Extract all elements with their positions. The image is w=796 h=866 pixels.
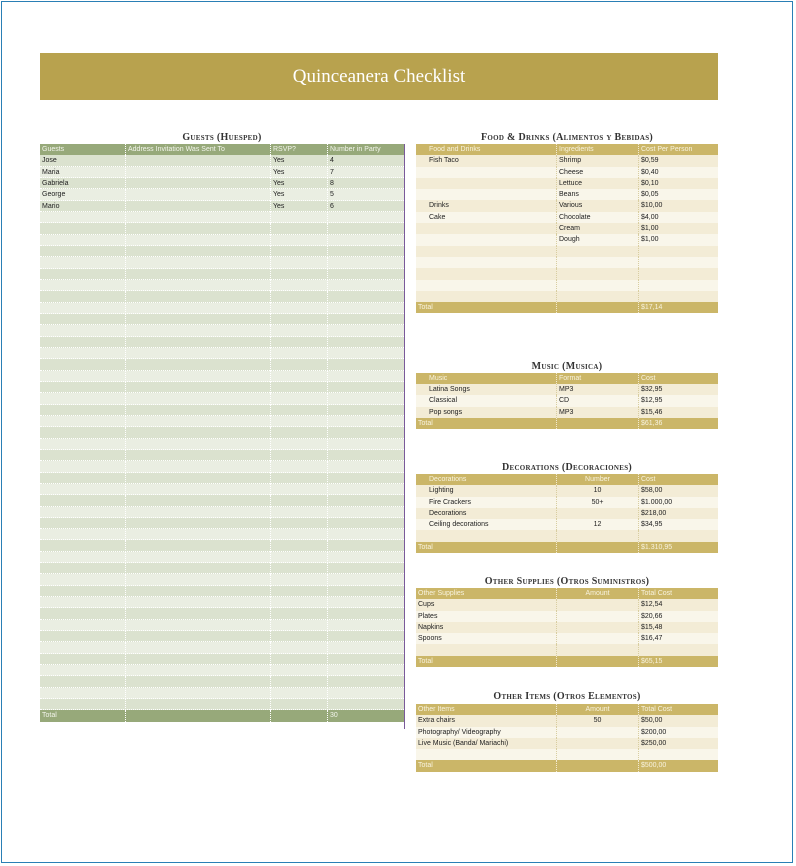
guests-cell: 5 — [327, 189, 404, 200]
guests-table-row — [40, 529, 404, 540]
other_items-column-header: Amount — [556, 704, 638, 715]
guests-table-row — [40, 246, 404, 257]
supplies-table-row — [416, 611, 718, 622]
food-table-row — [416, 223, 718, 234]
food-cell: Shrimp — [556, 155, 638, 166]
food-cell: $0,10 — [638, 178, 718, 189]
food-column-header: Ingredients — [556, 144, 638, 155]
guests-table-row — [40, 540, 404, 551]
guests-column-header: Guests — [42, 146, 65, 153]
music-table — [416, 373, 718, 429]
other_items-cell — [556, 727, 638, 738]
food-cell — [416, 257, 556, 268]
music-cell: $12,95 — [638, 395, 718, 406]
guests-cell: 7 — [327, 167, 404, 178]
food-table-row — [416, 291, 718, 302]
decorations-cell: 50+ — [556, 497, 638, 508]
food-cell — [556, 291, 638, 302]
guests-total-row — [40, 710, 404, 721]
guests-header-row — [40, 144, 404, 155]
supplies-table-row — [416, 622, 718, 633]
decorations-column-header: Decorations — [429, 476, 467, 483]
supplies-cell: Cups — [418, 601, 435, 609]
guests-table-row — [40, 507, 404, 518]
other_items-cell — [638, 749, 718, 760]
supplies-cell — [556, 633, 638, 644]
decorations-total-cell — [556, 542, 638, 553]
food-cell — [416, 178, 556, 189]
food-cell — [416, 280, 556, 291]
food-total-row — [416, 302, 718, 313]
food-cell — [416, 234, 556, 245]
guests-table-row — [40, 303, 404, 314]
guests-table-row — [40, 235, 404, 246]
other_items-cell: $200,00 — [638, 727, 718, 738]
food-cell — [556, 268, 638, 279]
decorations-table-row — [416, 508, 718, 519]
food-table-row — [416, 212, 718, 223]
decorations-cell: 10 — [556, 485, 638, 496]
supplies-total-label: Total — [418, 657, 433, 665]
food-cell — [416, 167, 556, 178]
guests-table-row — [40, 608, 404, 619]
decorations-section-title: Decorations (Decoraciones) — [501, 462, 633, 473]
music-table-row — [416, 395, 718, 406]
guests-table-row — [40, 167, 404, 178]
guests-table-row — [40, 461, 404, 472]
guests-cell: Yes — [270, 167, 327, 178]
guests-cell: Yes — [270, 201, 327, 212]
page-title: Quinceanera Checklist — [292, 65, 466, 87]
guests-cell: Maria — [42, 168, 60, 176]
other_items-table-row — [416, 715, 718, 726]
guests-table-row — [40, 291, 404, 302]
food-table-row — [416, 167, 718, 178]
other_items-cell: $250,00 — [638, 738, 718, 749]
supplies-cell: Plates — [418, 612, 438, 620]
guests-table-row — [40, 620, 404, 631]
food-cell: $0,40 — [638, 167, 718, 178]
guests-table-row — [40, 642, 404, 653]
guests-table-row — [40, 280, 404, 291]
guests-section-title: Guests (Huesped) — [182, 132, 262, 143]
guests-table-row — [40, 405, 404, 416]
food-total-cell — [556, 302, 638, 313]
guests-table-row — [40, 348, 404, 359]
food-cell: $1,00 — [638, 234, 718, 245]
food-cell: $0,05 — [638, 189, 718, 200]
other_items-cell: Extra chairs — [418, 717, 455, 725]
guests-table-row — [40, 484, 404, 495]
food-cell — [556, 246, 638, 257]
other_items-cell: Live Music (Banda/ Mariachi) — [418, 739, 509, 747]
supplies-cell — [556, 599, 638, 610]
supplies-cell: $15,48 — [638, 622, 718, 633]
supplies-column-header: Amount — [556, 588, 638, 599]
guests-table-row — [40, 269, 404, 280]
guests-table-row — [40, 314, 404, 325]
decorations-table-row — [416, 497, 718, 508]
decorations-table-row — [416, 530, 718, 541]
music-total-row — [416, 418, 718, 429]
supplies-total-cell — [556, 656, 638, 667]
supplies-column-header: Total Cost — [638, 588, 718, 599]
food-cell: $10,00 — [638, 200, 718, 211]
food-cell: Chocolate — [556, 212, 638, 223]
decorations-column-header: Number — [556, 474, 638, 485]
food-table-row — [416, 268, 718, 279]
other_items-cell — [556, 749, 638, 760]
food-cell: Dough — [556, 234, 638, 245]
decorations-cell: Lighting — [429, 487, 454, 495]
other_items-cell — [416, 749, 556, 760]
food-cell: Lettuce — [556, 178, 638, 189]
supplies-header-row — [416, 588, 718, 599]
supplies-cell — [416, 644, 556, 655]
food-table-row — [416, 178, 718, 189]
decorations-total-row — [416, 542, 718, 553]
music-table-row — [416, 407, 718, 418]
music-column-header: Cost — [638, 373, 718, 384]
guests-total-cell — [270, 710, 327, 721]
guests-table-row — [40, 371, 404, 382]
guests-table-row — [40, 178, 404, 189]
other_items-total-row — [416, 760, 718, 771]
music-column-header: Music — [429, 375, 448, 382]
other_items-total-label: Total — [418, 762, 433, 770]
supplies-table-row — [416, 644, 718, 655]
music-section-title: Music (Musica) — [531, 361, 603, 372]
music-cell: MP3 — [556, 407, 638, 418]
guests-cell: Gabriela — [42, 179, 69, 187]
guests-table-row — [40, 155, 404, 166]
food-table-row — [416, 257, 718, 268]
title-banner — [40, 53, 718, 100]
food-total-label: Total — [418, 304, 433, 312]
food-total-value: $17,14 — [638, 302, 718, 313]
decorations-cell: $34,95 — [638, 519, 718, 530]
guests-table-row — [40, 212, 404, 223]
guests-cell: 6 — [327, 201, 404, 212]
other_items-table-row — [416, 727, 718, 738]
guests-table — [40, 144, 404, 722]
decorations-cell: Fire Crackers — [429, 498, 472, 506]
food-column-header: Food and Drinks — [429, 146, 481, 153]
decorations-cell: Ceiling decorations — [429, 521, 489, 529]
music-cell: $32,95 — [638, 384, 718, 395]
other_items-column-header: Other Items — [418, 706, 455, 713]
food-cell: $1,00 — [638, 223, 718, 234]
other_items-total-value: $500,00 — [638, 760, 718, 771]
music-header-row — [416, 373, 718, 384]
guests-table-row — [40, 393, 404, 404]
music-cell: Classical — [429, 397, 458, 405]
guests-table-row — [40, 654, 404, 665]
guests-table-row — [40, 586, 404, 597]
food-cell — [638, 246, 718, 257]
other_items-total-cell — [556, 760, 638, 771]
guests-cell: George — [42, 191, 66, 199]
music-cell: MP3 — [556, 384, 638, 395]
supplies-cell — [638, 644, 718, 655]
supplies-section-title: Other Supplies (Otros Suministros) — [484, 576, 650, 587]
supplies-cell: $20,66 — [638, 611, 718, 622]
guests-table-row — [40, 563, 404, 574]
supplies-total-row — [416, 656, 718, 667]
guests-column-header: Number in Party — [327, 144, 404, 155]
guests-cell: Yes — [270, 155, 327, 166]
decorations-total-label: Total — [418, 543, 433, 551]
food-table-row — [416, 246, 718, 257]
music-cell: Pop songs — [429, 408, 463, 416]
guests-table-row — [40, 382, 404, 393]
supplies-total-value: $65,15 — [638, 656, 718, 667]
guests-table-row — [40, 518, 404, 529]
food-cell: Fish Taco — [429, 157, 459, 165]
supplies-table — [416, 588, 718, 667]
other-items-section-title: Other Items (Otros Elementos) — [493, 691, 641, 702]
guests-table-row — [40, 257, 404, 268]
decorations-cell: $1.000,00 — [638, 497, 718, 508]
guests-table-row — [40, 201, 404, 212]
guests-table-row — [40, 439, 404, 450]
decorations-table — [416, 474, 718, 553]
food-cell: Various — [556, 200, 638, 211]
supplies-cell — [556, 644, 638, 655]
supplies-cell — [556, 611, 638, 622]
guests-table-row — [40, 688, 404, 699]
food-table-row — [416, 200, 718, 211]
food-table-row — [416, 280, 718, 291]
other_items-table-row — [416, 738, 718, 749]
guests-table-row — [40, 495, 404, 506]
other-items-table — [416, 704, 718, 772]
other_items-table-row — [416, 749, 718, 760]
food-table — [416, 144, 718, 313]
supplies-cell: Napkins — [418, 623, 444, 631]
supplies-table-row — [416, 633, 718, 644]
decorations-cell — [556, 508, 638, 519]
guests-cell: Yes — [270, 189, 327, 200]
food-cell: Cake — [429, 213, 446, 221]
guests-table-row — [40, 676, 404, 687]
decorations-column-header: Cost — [638, 474, 718, 485]
other_items-column-header: Total Cost — [638, 704, 718, 715]
music-total-value: $61,36 — [638, 418, 718, 429]
supplies-column-header: Other Supplies — [418, 590, 465, 597]
food-table-row — [416, 189, 718, 200]
decorations-cell — [556, 530, 638, 541]
other_items-cell: Photography/ Videography — [418, 728, 501, 736]
food-cell: Beans — [556, 189, 638, 200]
guests-cell: Yes — [270, 178, 327, 189]
food-header-row — [416, 144, 718, 155]
decorations-cell: $58,00 — [638, 485, 718, 496]
guests-table-row — [40, 337, 404, 348]
other_items-cell: 50 — [556, 715, 638, 726]
food-table-row — [416, 155, 718, 166]
guests-table-row — [40, 189, 404, 200]
music-cell: $15,46 — [638, 407, 718, 418]
guests-cell: 8 — [327, 178, 404, 189]
food-table-row — [416, 234, 718, 245]
supplies-cell: Spoons — [418, 635, 442, 643]
decorations-cell — [638, 530, 718, 541]
decorations-table-row — [416, 485, 718, 496]
food-cell — [416, 189, 556, 200]
decorations-cell — [416, 530, 556, 541]
food-cell — [416, 223, 556, 234]
food-cell — [638, 257, 718, 268]
guests-cell: Jose — [42, 157, 57, 165]
guests-table-row — [40, 665, 404, 676]
decorations-header-row — [416, 474, 718, 485]
guests-column-header: Address Invitation Was Sent To — [125, 144, 270, 155]
guests-table-border — [404, 144, 405, 729]
food-cell — [416, 291, 556, 302]
food-cell: Drinks — [429, 202, 449, 210]
music-total-cell — [556, 418, 638, 429]
music-total-label: Total — [418, 419, 433, 427]
guests-cell: Mario — [42, 202, 60, 210]
guests-table-row — [40, 574, 404, 585]
food-section-title: Food & Drinks (Alimentos y Bebidas) — [480, 132, 654, 143]
guests-total-cell — [125, 710, 270, 721]
supplies-cell — [556, 622, 638, 633]
food-cell: $0,59 — [638, 155, 718, 166]
guests-table-row — [40, 699, 404, 710]
guests-table-row — [40, 631, 404, 642]
music-cell: CD — [556, 395, 638, 406]
guests-table-row — [40, 597, 404, 608]
supplies-cell: $12,54 — [638, 599, 718, 610]
supplies-cell: $16,47 — [638, 633, 718, 644]
food-cell — [638, 280, 718, 291]
other_items-header-row — [416, 704, 718, 715]
food-cell: Cheese — [556, 167, 638, 178]
guests-table-row — [40, 450, 404, 461]
supplies-table-row — [416, 599, 718, 610]
other_items-cell: $50,00 — [638, 715, 718, 726]
music-table-row — [416, 384, 718, 395]
food-column-header: Cost Per Person — [638, 144, 718, 155]
food-cell — [556, 280, 638, 291]
decorations-table-row — [416, 519, 718, 530]
food-cell: Cream — [556, 223, 638, 234]
guests-table-row — [40, 359, 404, 370]
guests-table-row — [40, 325, 404, 336]
food-cell — [638, 268, 718, 279]
music-cell: Latina Songs — [429, 386, 470, 394]
decorations-total-value: $1.310,95 — [638, 542, 718, 553]
decorations-cell: Decorations — [429, 509, 467, 517]
food-cell: $4,00 — [638, 212, 718, 223]
decorations-cell: $218,00 — [638, 508, 718, 519]
other_items-cell — [556, 738, 638, 749]
guests-cell: 4 — [327, 155, 404, 166]
food-cell — [638, 291, 718, 302]
guests-table-row — [40, 223, 404, 234]
guests-table-row — [40, 416, 404, 427]
decorations-cell: 12 — [556, 519, 638, 530]
food-cell — [416, 268, 556, 279]
guests-total-label: Total — [42, 712, 57, 720]
food-cell — [556, 257, 638, 268]
food-cell — [416, 246, 556, 257]
music-column-header: Format — [556, 373, 638, 384]
guests-column-header: RSVP? — [270, 144, 327, 155]
guests-table-row — [40, 473, 404, 484]
guests-table-row — [40, 427, 404, 438]
guests-table-row — [40, 552, 404, 563]
guests-total-value: 30 — [327, 710, 404, 721]
